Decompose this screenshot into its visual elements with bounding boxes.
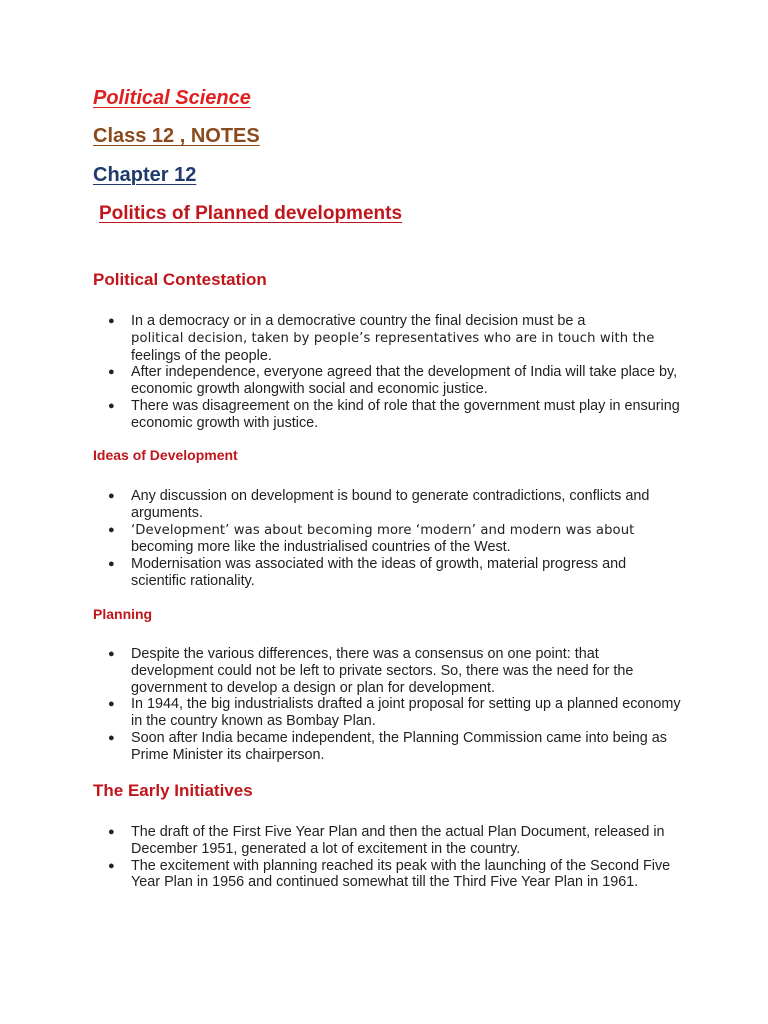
list-item (93, 522, 683, 557)
bullet-list-planning (93, 646, 683, 764)
bullet-text: After independence, everyone agreed that the development of India will take place by, economic growth alongwith social and economic justice. (131, 364, 678, 398)
subject-title: Political Science (93, 87, 251, 109)
section-heading-early-initiatives: The Early Initiatives (93, 781, 253, 800)
bullet-text: Any discussion on development is bound to generate contradictions, conflicts and arguments. (131, 488, 650, 521)
list-item (93, 398, 683, 432)
bullet-icon: ● (108, 698, 115, 711)
bullet-text: The excitement with planning reached its peak with the launching of the Second Five Year Plan in 1956 and continued somewhat till the Third Five Year Plan in 1961. (131, 857, 671, 891)
section-heading-ideas-of-development: Ideas of Development (93, 447, 238, 463)
bullet-text: There was disagreement on the kind of role that the government must play in ensuring economic growth with justice. (131, 397, 680, 431)
bullet-icon: ● (108, 558, 115, 571)
bullet-icon: ● (108, 366, 115, 379)
class-title: Class 12 , NOTES (93, 125, 260, 147)
bullet-icon: ● (108, 648, 115, 660)
list-item (93, 488, 683, 522)
list-item (93, 556, 683, 590)
section-heading-political-contestation: Political Contestation (93, 270, 267, 289)
bullet-list-early-initiatives (93, 824, 683, 891)
bullet-icon: ● (108, 826, 115, 838)
bullet-text: In a democracy or in a democrative country the final decision must be a political decision, taken by people’s representatives who are in touch with the feelings of the people. (131, 313, 655, 364)
bullet-icon: ● (108, 490, 115, 502)
bullet-icon: ● (108, 315, 115, 327)
section-heading-planning: Planning (93, 606, 153, 622)
bullet-list-ideas-of-development (93, 488, 683, 590)
list-item (93, 824, 683, 858)
chapter-title: Politics of Planned developments (99, 203, 403, 224)
bullet-icon: ● (108, 523, 115, 536)
bullet-icon: ● (108, 731, 115, 744)
bullet-text: In 1944, the big industrialists drafted a joint proposal for setting up a planned economy in the country known as Bombay Plan. (131, 696, 681, 730)
bullet-icon: ● (108, 399, 115, 412)
bullet-text: Modernisation was associated with the ideas of growth, material progress and scientific rationality. (131, 556, 627, 589)
bullet-text: Soon after India became independent, the Planning Commission came into being as Prime Minister its chairperson. (131, 729, 667, 763)
list-item (93, 646, 683, 696)
bullet-text: ‘Development’ was about becoming more ‘modern’ and modern was about becoming more like the industrialised countries of the West. (131, 522, 635, 556)
bullet-list-political-contestation (93, 313, 683, 432)
list-item (93, 364, 683, 398)
chapter-number: Chapter 12 (93, 164, 197, 186)
bullet-text: The draft of the First Five Year Plan and then the actual Plan Document, released in December 1951, generated a lot of excitement in the country. (131, 824, 665, 857)
list-item (93, 730, 683, 764)
list-item (93, 696, 683, 730)
list-item (93, 858, 683, 892)
list-item (93, 313, 683, 364)
bullet-text: Despite the various differences, there was a consensus on one point: that development could not be left to private sectors. So, there was the need for the government to develop a design or plan for development. (131, 646, 634, 696)
bullet-icon: ● (108, 859, 115, 872)
